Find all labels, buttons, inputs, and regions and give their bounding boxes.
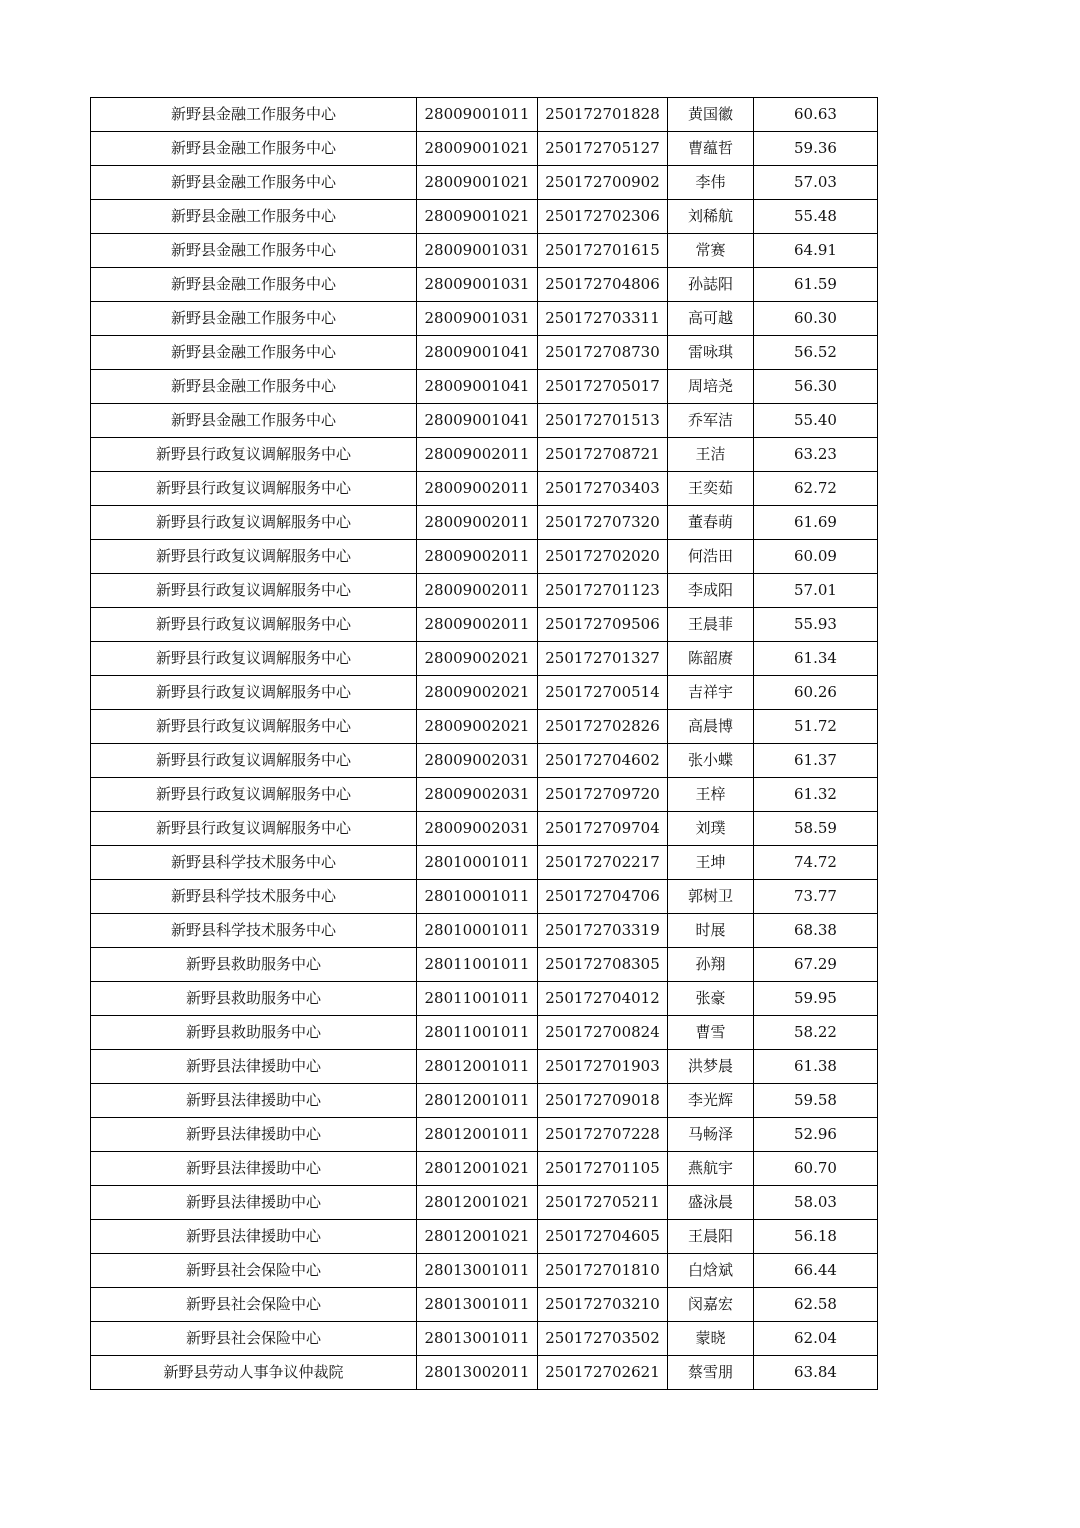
score-cell: 74.72 <box>754 846 878 880</box>
table-row <box>91 1322 878 1356</box>
exam-number-cell: 250172701810 <box>538 1254 668 1288</box>
score-cell: 59.58 <box>754 1084 878 1118</box>
table-row <box>91 336 878 370</box>
exam-number-cell: 250172707228 <box>538 1118 668 1152</box>
name-cell: 郭树卫 <box>668 880 754 914</box>
post-code-cell: 28009002021 <box>417 710 538 744</box>
exam-number-cell: 250172707320 <box>538 506 668 540</box>
post-code-cell: 28009001011 <box>417 98 538 132</box>
exam-number-cell: 250172700514 <box>538 676 668 710</box>
name-cell: 乔军洁 <box>668 404 754 438</box>
score-cell: 51.72 <box>754 710 878 744</box>
exam-number-cell: 250172705017 <box>538 370 668 404</box>
name-cell: 曹雪 <box>668 1016 754 1050</box>
table-row <box>91 608 878 642</box>
exam-number-cell: 250172709018 <box>538 1084 668 1118</box>
unit-cell: 新野县行政复议调解服务中心 <box>91 506 417 540</box>
post-code-cell: 28009002011 <box>417 438 538 472</box>
table-row <box>91 914 878 948</box>
table-row <box>91 200 878 234</box>
unit-cell: 新野县行政复议调解服务中心 <box>91 676 417 710</box>
post-code-cell: 28012001021 <box>417 1220 538 1254</box>
post-code-cell: 28012001011 <box>417 1084 538 1118</box>
exam-number-cell: 250172704706 <box>538 880 668 914</box>
name-cell: 张小蝶 <box>668 744 754 778</box>
post-code-cell: 28010001011 <box>417 846 538 880</box>
exam-number-cell: 250172701123 <box>538 574 668 608</box>
unit-cell: 新野县金融工作服务中心 <box>91 166 417 200</box>
name-cell: 刘稀航 <box>668 200 754 234</box>
unit-cell: 新野县科学技术服务中心 <box>91 846 417 880</box>
exam-number-cell: 250172702826 <box>538 710 668 744</box>
table-row <box>91 574 878 608</box>
score-cell: 67.29 <box>754 948 878 982</box>
score-cell: 63.84 <box>754 1356 878 1390</box>
name-cell: 李伟 <box>668 166 754 200</box>
score-cell: 57.01 <box>754 574 878 608</box>
name-cell: 蔡雪朋 <box>668 1356 754 1390</box>
name-cell: 陈韶赓 <box>668 642 754 676</box>
post-code-cell: 28012001021 <box>417 1152 538 1186</box>
exam-number-cell: 250172703403 <box>538 472 668 506</box>
table-row <box>91 132 878 166</box>
name-cell: 曹蕴哲 <box>668 132 754 166</box>
post-code-cell: 28012001011 <box>417 1050 538 1084</box>
unit-cell: 新野县行政复议调解服务中心 <box>91 812 417 846</box>
post-code-cell: 28009002011 <box>417 608 538 642</box>
table-row <box>91 1220 878 1254</box>
table-row <box>91 540 878 574</box>
table-row <box>91 1050 878 1084</box>
post-code-cell: 28009001021 <box>417 200 538 234</box>
table-row <box>91 98 878 132</box>
exam-number-cell: 250172705127 <box>538 132 668 166</box>
unit-cell: 新野县金融工作服务中心 <box>91 98 417 132</box>
name-cell: 王梓 <box>668 778 754 812</box>
exam-number-cell: 250172702217 <box>538 846 668 880</box>
unit-cell: 新野县法律援助中心 <box>91 1084 417 1118</box>
score-cell: 62.72 <box>754 472 878 506</box>
table-row <box>91 1118 878 1152</box>
unit-cell: 新野县法律援助中心 <box>91 1050 417 1084</box>
name-cell: 常赛 <box>668 234 754 268</box>
score-cell: 62.58 <box>754 1288 878 1322</box>
exam-number-cell: 250172701327 <box>538 642 668 676</box>
exam-number-cell: 250172701828 <box>538 98 668 132</box>
exam-number-cell: 250172709704 <box>538 812 668 846</box>
exam-number-cell: 250172702020 <box>538 540 668 574</box>
name-cell: 高晨博 <box>668 710 754 744</box>
score-cell: 56.18 <box>754 1220 878 1254</box>
unit-cell: 新野县社会保险中心 <box>91 1288 417 1322</box>
score-table-body <box>91 98 878 1390</box>
post-code-cell: 28009001041 <box>417 404 538 438</box>
post-code-cell: 28013001011 <box>417 1322 538 1356</box>
post-code-cell: 28009002011 <box>417 574 538 608</box>
exam-number-cell: 250172703502 <box>538 1322 668 1356</box>
table-row <box>91 1084 878 1118</box>
score-cell: 61.37 <box>754 744 878 778</box>
name-cell: 高可越 <box>668 302 754 336</box>
name-cell: 董春萌 <box>668 506 754 540</box>
table-row <box>91 506 878 540</box>
unit-cell: 新野县行政复议调解服务中心 <box>91 778 417 812</box>
unit-cell: 新野县法律援助中心 <box>91 1118 417 1152</box>
unit-cell: 新野县劳动人事争议仲裁院 <box>91 1356 417 1390</box>
name-cell: 马畅泽 <box>668 1118 754 1152</box>
unit-cell: 新野县行政复议调解服务中心 <box>91 472 417 506</box>
score-cell: 59.95 <box>754 982 878 1016</box>
table-row <box>91 1254 878 1288</box>
name-cell: 雷咏琪 <box>668 336 754 370</box>
unit-cell: 新野县金融工作服务中心 <box>91 370 417 404</box>
score-cell: 61.38 <box>754 1050 878 1084</box>
post-code-cell: 28013001011 <box>417 1288 538 1322</box>
name-cell: 孙翔 <box>668 948 754 982</box>
score-cell: 66.44 <box>754 1254 878 1288</box>
name-cell: 洪梦晨 <box>668 1050 754 1084</box>
score-cell: 56.30 <box>754 370 878 404</box>
unit-cell: 新野县金融工作服务中心 <box>91 336 417 370</box>
unit-cell: 新野县法律援助中心 <box>91 1186 417 1220</box>
table-row <box>91 438 878 472</box>
name-cell: 刘璞 <box>668 812 754 846</box>
unit-cell: 新野县科学技术服务中心 <box>91 880 417 914</box>
unit-cell: 新野县救助服务中心 <box>91 948 417 982</box>
score-cell: 59.36 <box>754 132 878 166</box>
unit-cell: 新野县金融工作服务中心 <box>91 404 417 438</box>
unit-cell: 新野县法律援助中心 <box>91 1220 417 1254</box>
score-cell: 60.09 <box>754 540 878 574</box>
post-code-cell: 28012001011 <box>417 1118 538 1152</box>
post-code-cell: 28009001041 <box>417 336 538 370</box>
name-cell: 王晨菲 <box>668 608 754 642</box>
score-cell: 55.93 <box>754 608 878 642</box>
name-cell: 孙誌阳 <box>668 268 754 302</box>
score-cell: 52.96 <box>754 1118 878 1152</box>
table-row <box>91 812 878 846</box>
table-row <box>91 846 878 880</box>
post-code-cell: 28009001031 <box>417 302 538 336</box>
post-code-cell: 28009001021 <box>417 166 538 200</box>
exam-number-cell: 250172703210 <box>538 1288 668 1322</box>
score-cell: 60.26 <box>754 676 878 710</box>
score-table <box>90 97 878 1390</box>
table-row <box>91 982 878 1016</box>
name-cell: 王坤 <box>668 846 754 880</box>
unit-cell: 新野县金融工作服务中心 <box>91 302 417 336</box>
post-code-cell: 28009002031 <box>417 812 538 846</box>
table-row <box>91 268 878 302</box>
name-cell: 时展 <box>668 914 754 948</box>
unit-cell: 新野县金融工作服务中心 <box>91 132 417 166</box>
exam-number-cell: 250172701105 <box>538 1152 668 1186</box>
post-code-cell: 28009001031 <box>417 268 538 302</box>
unit-cell: 新野县社会保险中心 <box>91 1322 417 1356</box>
post-code-cell: 28009002011 <box>417 506 538 540</box>
post-code-cell: 28010001011 <box>417 914 538 948</box>
exam-number-cell: 250172700824 <box>538 1016 668 1050</box>
unit-cell: 新野县行政复议调解服务中心 <box>91 540 417 574</box>
score-cell: 60.63 <box>754 98 878 132</box>
table-row <box>91 948 878 982</box>
unit-cell: 新野县行政复议调解服务中心 <box>91 744 417 778</box>
unit-cell: 新野县救助服务中心 <box>91 1016 417 1050</box>
post-code-cell: 28009001031 <box>417 234 538 268</box>
table-row <box>91 1356 878 1390</box>
post-code-cell: 28013001011 <box>417 1254 538 1288</box>
unit-cell: 新野县金融工作服务中心 <box>91 234 417 268</box>
table-row <box>91 1186 878 1220</box>
table-row <box>91 234 878 268</box>
score-cell: 58.03 <box>754 1186 878 1220</box>
unit-cell: 新野县行政复议调解服务中心 <box>91 608 417 642</box>
table-row <box>91 778 878 812</box>
exam-number-cell: 250172705211 <box>538 1186 668 1220</box>
post-code-cell: 28011001011 <box>417 1016 538 1050</box>
post-code-cell: 28009002011 <box>417 540 538 574</box>
name-cell: 李成阳 <box>668 574 754 608</box>
unit-cell: 新野县行政复议调解服务中心 <box>91 642 417 676</box>
exam-number-cell: 250172704806 <box>538 268 668 302</box>
post-code-cell: 28011001011 <box>417 948 538 982</box>
exam-number-cell: 250172709506 <box>538 608 668 642</box>
table-row <box>91 676 878 710</box>
table-row <box>91 710 878 744</box>
unit-cell: 新野县行政复议调解服务中心 <box>91 574 417 608</box>
score-cell: 61.32 <box>754 778 878 812</box>
name-cell: 王洁 <box>668 438 754 472</box>
post-code-cell: 28009002021 <box>417 642 538 676</box>
post-code-cell: 28009001041 <box>417 370 538 404</box>
unit-cell: 新野县行政复议调解服务中心 <box>91 710 417 744</box>
score-cell: 62.04 <box>754 1322 878 1356</box>
unit-cell: 新野县法律援助中心 <box>91 1152 417 1186</box>
name-cell: 燕航宇 <box>668 1152 754 1186</box>
exam-number-cell: 250172700902 <box>538 166 668 200</box>
name-cell: 盛泳晨 <box>668 1186 754 1220</box>
score-cell: 55.40 <box>754 404 878 438</box>
post-code-cell: 28011001011 <box>417 982 538 1016</box>
exam-number-cell: 250172703311 <box>538 302 668 336</box>
table-row <box>91 1016 878 1050</box>
name-cell: 黄国徽 <box>668 98 754 132</box>
exam-number-cell: 250172708730 <box>538 336 668 370</box>
post-code-cell: 28009002031 <box>417 778 538 812</box>
name-cell: 张豪 <box>668 982 754 1016</box>
exam-number-cell: 250172708305 <box>538 948 668 982</box>
unit-cell: 新野县社会保险中心 <box>91 1254 417 1288</box>
table-row <box>91 404 878 438</box>
score-cell: 60.70 <box>754 1152 878 1186</box>
score-cell: 63.23 <box>754 438 878 472</box>
table-row <box>91 472 878 506</box>
table-row <box>91 166 878 200</box>
exam-number-cell: 250172702621 <box>538 1356 668 1390</box>
exam-number-cell: 250172704602 <box>538 744 668 778</box>
post-code-cell: 28009002011 <box>417 472 538 506</box>
score-cell: 58.22 <box>754 1016 878 1050</box>
post-code-cell: 28012001021 <box>417 1186 538 1220</box>
table-row <box>91 302 878 336</box>
exam-number-cell: 250172701615 <box>538 234 668 268</box>
post-code-cell: 28013002011 <box>417 1356 538 1390</box>
name-cell: 王晨阳 <box>668 1220 754 1254</box>
exam-number-cell: 250172702306 <box>538 200 668 234</box>
unit-cell: 新野县救助服务中心 <box>91 982 417 1016</box>
unit-cell: 新野县科学技术服务中心 <box>91 914 417 948</box>
score-cell: 55.48 <box>754 200 878 234</box>
unit-cell: 新野县金融工作服务中心 <box>91 200 417 234</box>
score-cell: 61.34 <box>754 642 878 676</box>
exam-number-cell: 250172704012 <box>538 982 668 1016</box>
name-cell: 周培尧 <box>668 370 754 404</box>
exam-number-cell: 250172703319 <box>538 914 668 948</box>
name-cell: 李光辉 <box>668 1084 754 1118</box>
post-code-cell: 28009002031 <box>417 744 538 778</box>
post-code-cell: 28009002021 <box>417 676 538 710</box>
table-row <box>91 744 878 778</box>
unit-cell: 新野县行政复议调解服务中心 <box>91 438 417 472</box>
table-row <box>91 1152 878 1186</box>
exam-number-cell: 250172708721 <box>538 438 668 472</box>
exam-number-cell: 250172701903 <box>538 1050 668 1084</box>
exam-number-cell: 250172701513 <box>538 404 668 438</box>
name-cell: 白焓斌 <box>668 1254 754 1288</box>
table-row <box>91 1288 878 1322</box>
score-cell: 73.77 <box>754 880 878 914</box>
name-cell: 蒙晓 <box>668 1322 754 1356</box>
table-row <box>91 642 878 676</box>
table-row <box>91 370 878 404</box>
exam-number-cell: 250172709720 <box>538 778 668 812</box>
name-cell: 王奕茹 <box>668 472 754 506</box>
score-cell: 64.91 <box>754 234 878 268</box>
score-cell: 68.38 <box>754 914 878 948</box>
score-cell: 56.52 <box>754 336 878 370</box>
score-cell: 60.30 <box>754 302 878 336</box>
score-cell: 57.03 <box>754 166 878 200</box>
unit-cell: 新野县金融工作服务中心 <box>91 268 417 302</box>
post-code-cell: 28009001021 <box>417 132 538 166</box>
score-cell: 61.69 <box>754 506 878 540</box>
name-cell: 吉祥宇 <box>668 676 754 710</box>
score-cell: 58.59 <box>754 812 878 846</box>
score-cell: 61.59 <box>754 268 878 302</box>
exam-number-cell: 250172704605 <box>538 1220 668 1254</box>
name-cell: 何浩田 <box>668 540 754 574</box>
table-row <box>91 880 878 914</box>
post-code-cell: 28010001011 <box>417 880 538 914</box>
name-cell: 闵嘉宏 <box>668 1288 754 1322</box>
